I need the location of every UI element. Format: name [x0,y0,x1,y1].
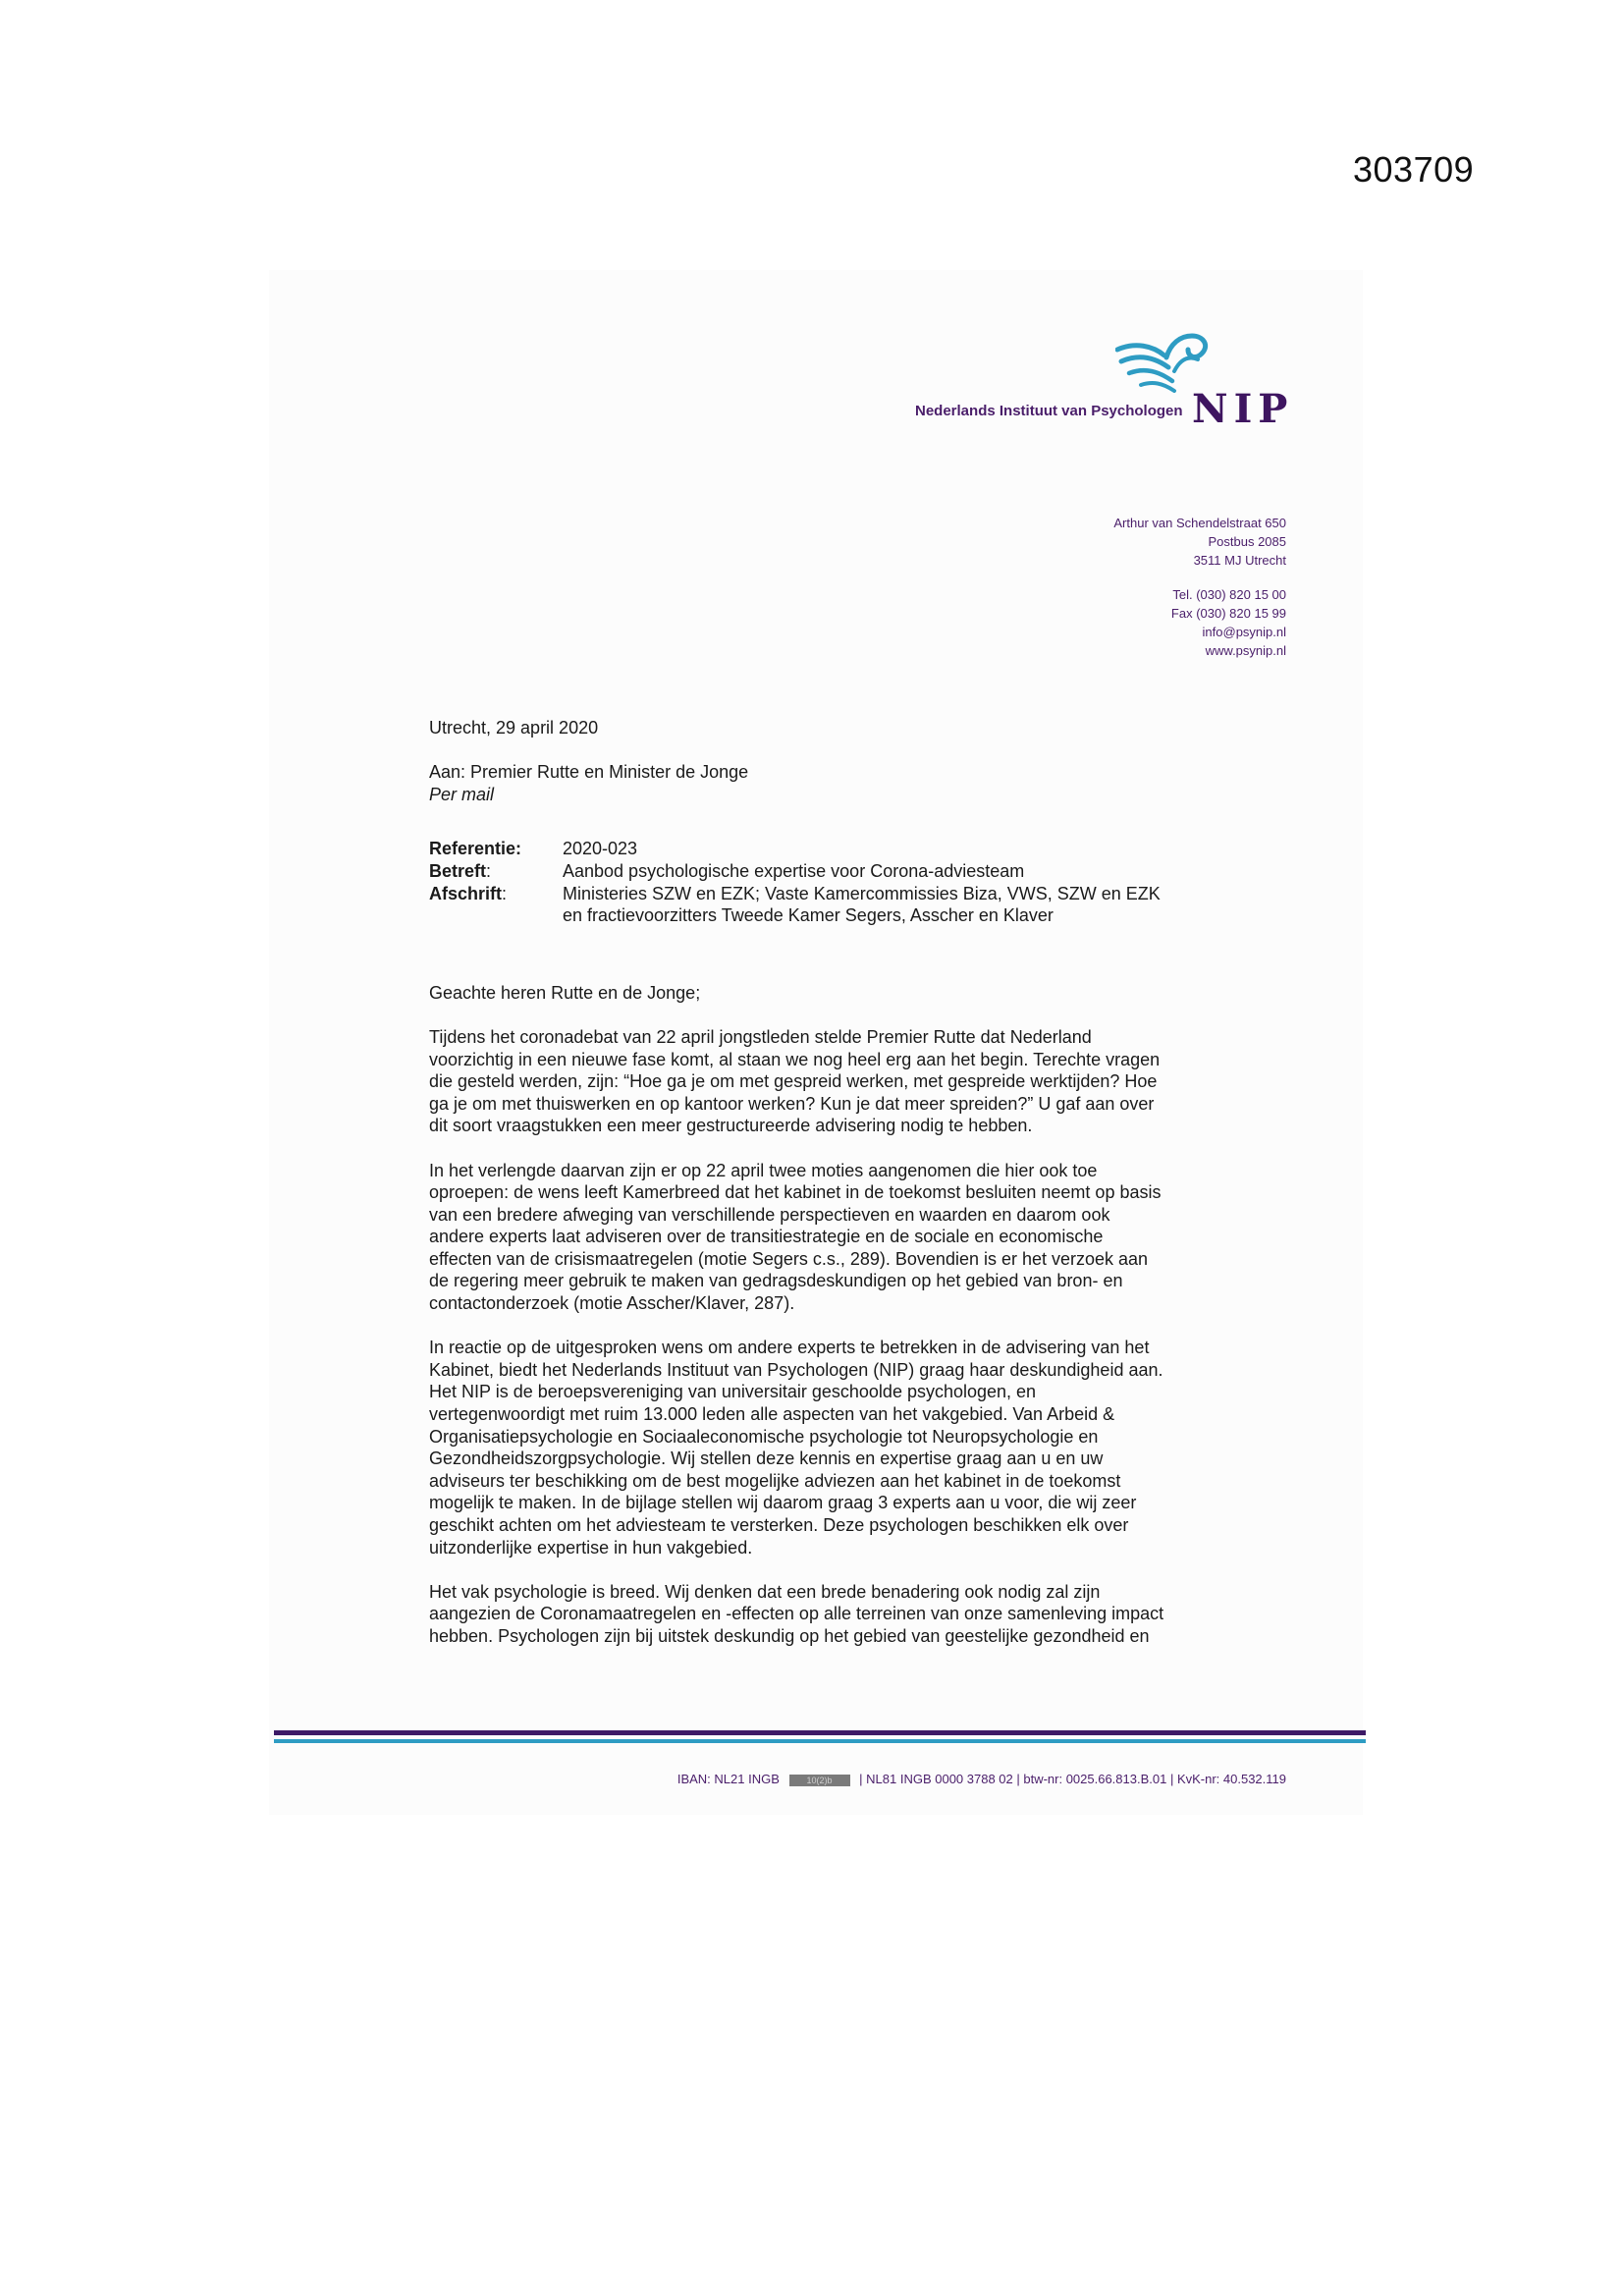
iban-label: IBAN: NL21 INGB [676,1772,780,1786]
letterhead-logo [915,332,1294,440]
paragraph-4: Het vak psychologie is breed. Wij denken dat een brede benadering ook nodig zal zijn aangezien de Coronamaatregelen en -effecten op alle terreinen van onze samenleving impact hebben. Psychologen zijn bij uitstek deskundig op het gebied van geestelijke gezondheid en [429,1581,1164,1646]
address-fax: Fax (030) 820 15 99 [1170,606,1286,621]
redaction-box: 10(2)b [789,1775,850,1786]
sender-address [1113,514,1286,660]
paragraph-1: Tijdens het coronadebat van 22 april jongstleden stelde Premier Rutte dat Nederland voorzichtig in een nieuwe fase komt, al staan we nog heel erg aan het begin. Terechte vragen die gesteld werden, zijn: “Hoe ga je om met gespreid werken, met gespreide werktijden? Hoe ga je om met thuiswerken en op kantoor werken? Kun je dat meer spreiden?” U gaf aan over dit soort vraagstukken een meer gestructureerde advisering nodig te hebben. [429,1026,1161,1136]
footer-divider [274,1730,1366,1743]
address-tel: Tel. (030) 820 15 00 [1172,587,1286,602]
meta-value-betreft: Aanbod psychologische expertise voor Corona-adviesteam [563,860,1025,881]
organization-name: Nederlands Instituut van Psychologen [915,403,1183,419]
meta-value-afschrift: Ministeries SZW en EZK; Vaste Kamercommissies Biza, VWS, SZW en EZK en fractievoorzitters Tweede Kamer Segers, Asscher en Klaver [563,883,1161,926]
paragraph-2: In het verlengde daarvan zijn er op 22 april twee moties aangenomen die hier ook toe oproepen: de wens leeft Kamerbreed dat het kabinet in de toekomst besluiten neemt op basis van een bredere afweging van verschillende perspectieven en waarden en daarom ook andere experts laat adviseren over de transitiestrategie en de sociale en economische effecten van de crisismaatregelen (motie Segers c.s., 289). Bovendien is er het verzoek aan de regering meer gebruik te maken van gedragsdeskundigen op het gebied van bron- en contactonderzoek (motie Asscher/Klaver, 287). [429,1160,1162,1314]
address-city: 3511 MJ Utrecht [1193,553,1286,568]
address-web: www.psynip.nl [1205,643,1286,658]
address-email: info@psynip.nl [1202,625,1286,639]
reference-block [429,838,1244,926]
document-number: 303709 [1353,149,1475,190]
footer-line-teal [274,1739,1366,1743]
nip-bird-icon [1115,332,1214,393]
paragraph-3: In reactie op de uitgesproken wens om andere experts te betrekken in de advisering van het Kabinet, biedt het Nederlands Instituut van Psychologen (NIP) graag haar deskundigheid aan. Het NIP is de beroepsvereniging van universitair geschoolde psychologen, en vertegenwoordigt met ruim 13.000 leden alle aspecten van het vakgebied. Van Arbeid & Organisatiepsychologie en Sociaaleconomische psychologie tot Neuropsychologie en Gezondheidszorgpsychologie. Wij stellen deze kennis en expertise graag aan u en uw adviseurs ter beschikking om de best mogelijke adviezen aan het kabinet in de toekomst mogelijk te maken. In de bijlage stellen wij daarom graag 3 experts aan u voor, die wij zeer geschikt achten om het adviesteam te versterken. Deze psychologen beschikken elk over uitzonderlijke expertise in hun vakgebied. [429,1338,1163,1558]
addressee: Aan: Premier Rutte en Minister de Jonge [429,762,749,783]
footer-line-purple [274,1730,1366,1735]
bank-details [677,1772,1286,1786]
address-postbus: Postbus 2085 [1208,534,1286,549]
delivery-method: Per mail [429,784,495,804]
bank-details-rest: | NL81 INGB 0000 3788 02 | btw-nr: 0025.66.813.B.01 | KvK-nr: 40.532.119 [859,1772,1286,1786]
letter-body [429,717,1244,1669]
organization-abbreviation: NIP [1192,386,1294,432]
meta-key-afschrift: Afschrift: [429,883,508,903]
meta-key-referentie: Referentie: [429,839,522,859]
address-street: Arthur van Schendelstraat 650 [1113,516,1286,530]
date-line: Utrecht, 29 april 2020 [429,718,599,738]
meta-value-referentie: 2020-023 [563,839,638,859]
salutation: Geachte heren Rutte en de Jonge; [429,982,701,1003]
meta-key-betreft: Betreft: [429,860,492,881]
